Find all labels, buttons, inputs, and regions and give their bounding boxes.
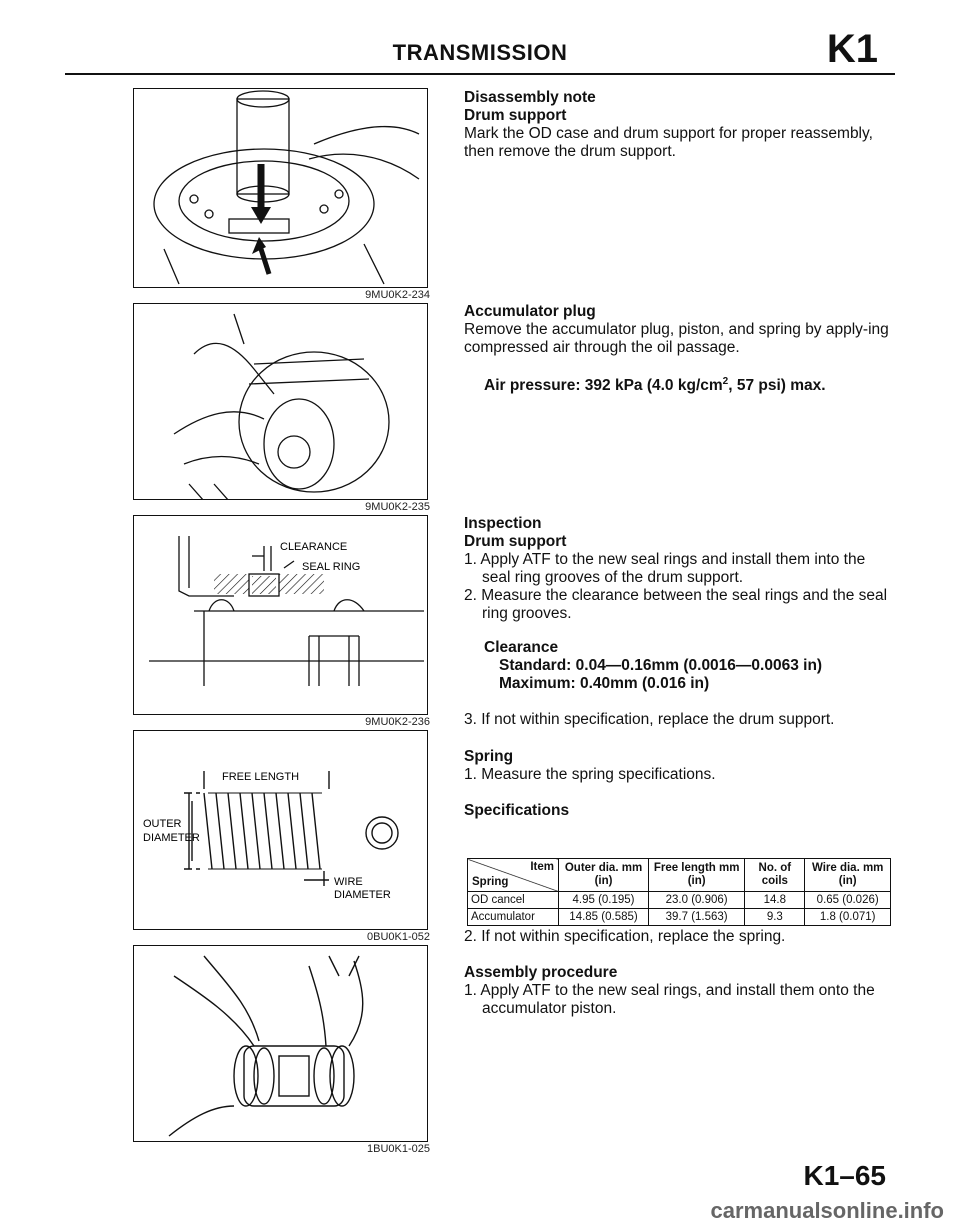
label-seal-ring: SEAL RING: [302, 561, 361, 573]
figure-drum-support: [133, 88, 428, 288]
row-2-spring: Accumulator: [468, 909, 559, 926]
seal-install-illustration: [134, 946, 428, 1142]
inspection-subtitle: Drum support: [464, 533, 567, 550]
figure-id-2: 9MU0K2-235: [365, 501, 430, 513]
table-header-row: [468, 859, 891, 892]
section-accumulator: [464, 303, 894, 395]
row-1-coils: 14.8: [745, 892, 805, 909]
row-2-wire: 1.8 (0.071): [805, 909, 891, 926]
assembly-step-1: 1. Apply ATF to the new seal rings, and install them onto the accumulator piston.: [464, 982, 875, 1017]
section-code: K1: [826, 27, 878, 71]
disassembly-title: Disassembly note: [464, 89, 596, 106]
clearance-title: Clearance: [484, 639, 559, 656]
page-number: K1–65: [803, 1160, 886, 1191]
air-pressure-spec: [464, 373, 894, 395]
label-free-length: FREE LENGTH: [222, 771, 300, 783]
label-outer-diameter: DIAMETER: [143, 832, 200, 844]
figure-id-5: 1BU0K1-025: [367, 1143, 430, 1155]
figure-clearance: [133, 515, 428, 715]
figure-seal-install: [133, 945, 428, 1142]
drum-support-illustration: [134, 89, 428, 288]
spring-step-2: 2. If not within specification, replace the spring.: [464, 928, 786, 945]
spring-spec-table: [467, 858, 891, 926]
header-free-length: Free length mm (in): [649, 859, 745, 892]
row-2-free: 39.7 (1.563): [649, 909, 745, 926]
figure-id-1: 9MU0K2-234: [365, 289, 430, 301]
inspection-title: Inspection: [464, 515, 542, 532]
table-row: [468, 892, 891, 909]
disassembly-subtitle: Drum support: [464, 107, 567, 124]
label-clearance: CLEARANCE: [280, 541, 348, 553]
header-coils: No. of coils: [745, 859, 805, 892]
accumulator-illustration: [134, 304, 428, 500]
spring-title: Spring: [464, 748, 514, 765]
row-1-spring: OD cancel: [468, 892, 559, 909]
table-corner: [468, 859, 559, 892]
row-1-free: 23.0 (0.906): [649, 892, 745, 909]
inspection-step-2: 2. Measure the clearance between the seal rings and the seal ring grooves.: [464, 587, 888, 622]
section-spring: [464, 748, 894, 820]
section-assembly: [464, 964, 894, 1018]
row-1-wire: 0.65 (0.026): [805, 892, 891, 909]
label-outer: OUTER: [143, 818, 182, 830]
clearance-diagram: [134, 516, 428, 715]
accumulator-title: Accumulator plug: [464, 303, 596, 320]
label-wire: WIRE: [334, 876, 363, 888]
corner-spring: Spring: [472, 876, 509, 888]
table-row: [468, 909, 891, 926]
clearance-standard: Standard: 0.04—0.16mm (0.0016—0.0063 in): [499, 657, 823, 674]
clearance-maximum: Maximum: 0.40mm (0.016 in): [499, 675, 710, 692]
spring-spec-title: Specifications: [464, 802, 570, 819]
section-inspection: [464, 515, 894, 729]
spring-step-2-block: [464, 928, 894, 946]
spring-diagram: [134, 731, 428, 930]
inspection-step-3: 3. If not within specification, replace the drum support.: [464, 711, 835, 728]
row-1-outer: 4.95 (0.195): [559, 892, 649, 909]
label-wire-diameter: DIAMETER: [334, 889, 391, 901]
air-pressure-a: Air pressure: 392 kPa (4.0 kg/cm: [484, 377, 723, 395]
spring-step-1: 1. Measure the spring specifications.: [464, 766, 716, 783]
inspection-step-1: 1. Apply ATF to the new seal rings and install them into the seal ring grooves of the drum support.: [464, 551, 866, 586]
figure-spring: [133, 730, 428, 930]
figure-accumulator-air: [133, 303, 428, 500]
figure-id-3: 9MU0K2-236: [365, 716, 430, 728]
header-rule: [65, 73, 895, 75]
watermark: carmanualsonline.info: [710, 1198, 944, 1223]
page-title: TRANSMISSION: [392, 40, 568, 65]
figure-id-4: 0BU0K1-052: [367, 931, 430, 943]
header-wire-dia: Wire dia. mm (in): [805, 859, 891, 892]
air-pressure-sup: 2: [722, 376, 729, 387]
corner-item: Item: [530, 861, 554, 873]
accumulator-body: Remove the accumulator plug, piston, and spring by apply-ing compressed air through the oil passage.: [464, 321, 889, 356]
disassembly-body: Mark the OD case and drum support for proper reassembly, then remove the drum support.: [464, 125, 873, 160]
assembly-title: Assembly procedure: [464, 964, 618, 981]
row-2-outer: 14.85 (0.585): [559, 909, 649, 926]
header-outer-dia: Outer dia. mm (in): [559, 859, 649, 892]
row-2-coils: 9.3: [745, 909, 805, 926]
section-disassembly: [464, 89, 894, 161]
air-pressure-b: , 57 psi) max.: [728, 377, 826, 395]
